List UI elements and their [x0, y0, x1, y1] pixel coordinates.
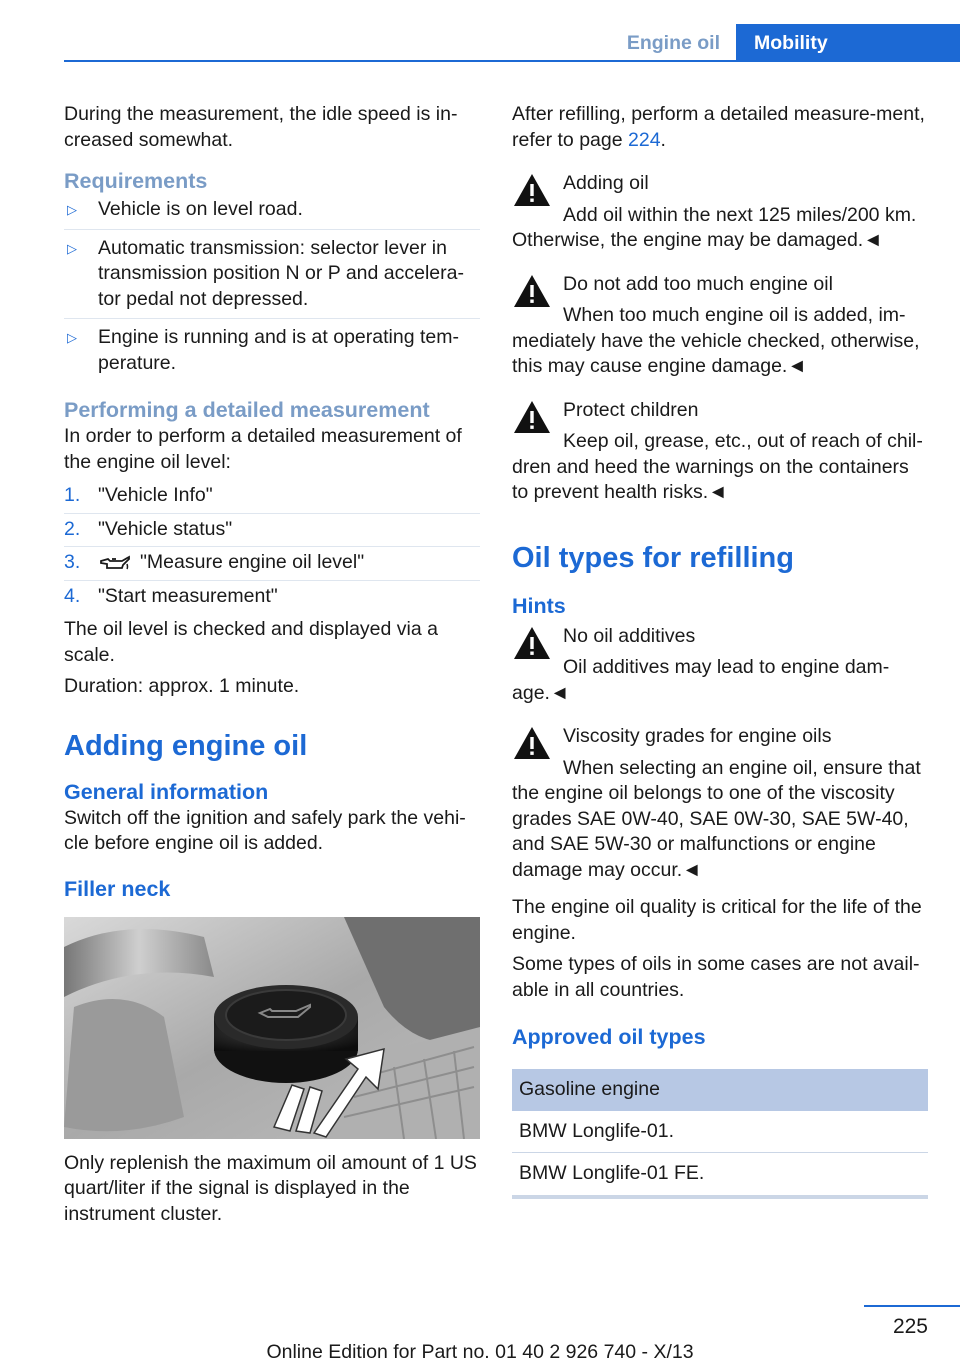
warning-triangle-icon	[512, 625, 552, 662]
availability-text: Some types of oils in some cases are not avail-able in all countries.	[512, 953, 920, 1001]
table-cell: BMW Longlife-01.	[512, 1111, 928, 1153]
warning-text: Keep oil, grease, etc., out of reach of chil-dren and heed the warnings on the containers to prevent health risks.◄	[512, 430, 923, 503]
requirements-heading: Requirements	[64, 169, 208, 193]
list-item: ▷ Automatic transmission: selector lever in transmission position N or P and accelera-tor pedal not depressed.	[64, 236, 480, 320]
detailed-measurement-heading: Performing a detailed measurement	[64, 398, 430, 422]
triangle-bullet-icon: ▷	[67, 240, 77, 256]
warning-triangle-icon	[512, 399, 552, 436]
warning-no-additives	[512, 624, 928, 707]
warning-title: No oil additives	[563, 624, 696, 647]
warning-text: When selecting an engine oil, ensure that the engine oil belongs to one of the viscosity grades SAE 0W-40, SAE 0W-30, SAE 5W-40, and SAE 5W-30 or malfunctions or engine damage may occur.◄	[512, 756, 921, 881]
table-row	[512, 1111, 928, 1153]
refill-paragraph: After refilling, perform a detailed measure-ment, refer to page 224.	[512, 103, 925, 151]
warning-protect-children	[512, 398, 928, 506]
step-item: 1. "Vehicle Info"	[64, 483, 480, 514]
warning-text: Add oil within the next 125 miles/200 km. Otherwise, the engine may be damaged.◄	[512, 203, 917, 251]
warning-text: When too much engine oil is added, im-mediately have the vehicle checked, otherwise, this may cause engine damage.◄	[512, 304, 920, 377]
oil-can-icon	[98, 554, 132, 572]
left-column	[64, 102, 480, 1233]
warning-title: Viscosity grades for engine oils	[563, 725, 832, 747]
quality-text: The engine oil quality is critical for the life of the engine.	[512, 896, 922, 944]
step-item: 2. "Vehicle status"	[64, 517, 480, 548]
warning-adding-oil	[512, 171, 928, 254]
warning-viscosity	[512, 724, 928, 883]
steps-list	[64, 483, 480, 613]
approved-oil-types-heading: Approved oil types	[512, 1025, 706, 1049]
running-header-chapter: Mobility	[736, 24, 960, 62]
running-header-section: Engine oil	[626, 32, 720, 54]
triangle-bullet-icon: ▷	[67, 202, 77, 217]
result-text: The oil level is checked and displayed via a scale.	[64, 618, 438, 666]
table-row	[512, 1153, 928, 1197]
table-cell: BMW Longlife-01 FE.	[512, 1153, 928, 1197]
approved-oil-table	[512, 1069, 928, 1199]
footer-rule	[864, 1305, 960, 1307]
intro-paragraph: During the measurement, the idle speed is in-creased somewhat.	[64, 103, 458, 151]
warning-text: Oil additives may lead to engine dam-age.◄	[512, 656, 890, 704]
duration-text: Duration: approx. 1 minute.	[64, 675, 300, 697]
right-column	[512, 102, 928, 1199]
step-item: 3. "Measure engine oil level"	[64, 550, 480, 581]
page-number: 225	[892, 1315, 928, 1338]
warning-triangle-icon	[512, 172, 552, 209]
oil-types-heading: Oil types for refilling	[512, 541, 794, 574]
list-item: ▷ Vehicle is on level road.	[64, 197, 480, 230]
table-header-cell: Gasoline engine	[512, 1069, 928, 1111]
warning-title: Protect children	[563, 398, 699, 421]
general-information-text: Switch off the ignition and safely park the vehi-cle before engine oil is added.	[64, 806, 466, 854]
filler-neck-photo	[64, 917, 480, 1139]
step-item: 4. "Start measurement"	[64, 584, 278, 607]
page-reference-link[interactable]: 224	[628, 128, 661, 151]
warning-too-much-oil	[512, 272, 928, 380]
header-rule	[64, 60, 960, 62]
warning-triangle-icon	[512, 725, 552, 762]
requirements-list	[64, 197, 480, 382]
list-item: ▷ Engine is running and is at operating tem-perature.	[67, 326, 459, 374]
adding-engine-oil-heading: Adding engine oil	[64, 729, 308, 762]
edition-note: Online Edition for Part no. 01 40 2 926 740 - X/13	[266, 1341, 694, 1362]
warning-title: Adding oil	[563, 172, 649, 194]
detailed-intro: In order to perform a detailed measurement of the engine oil level:	[64, 425, 462, 473]
general-information-heading: General information	[64, 779, 269, 804]
filler-neck-text: Only replenish the maximum oil amount of 1 US quart/liter if the signal is displayed in the instrument cluster.	[64, 1151, 477, 1225]
warning-title: Do not add too much engine oil	[563, 272, 833, 295]
triangle-bullet-icon: ▷	[67, 330, 77, 345]
hints-heading: Hints	[512, 593, 566, 618]
warning-triangle-icon	[512, 273, 552, 310]
filler-neck-heading: Filler neck	[64, 876, 171, 901]
